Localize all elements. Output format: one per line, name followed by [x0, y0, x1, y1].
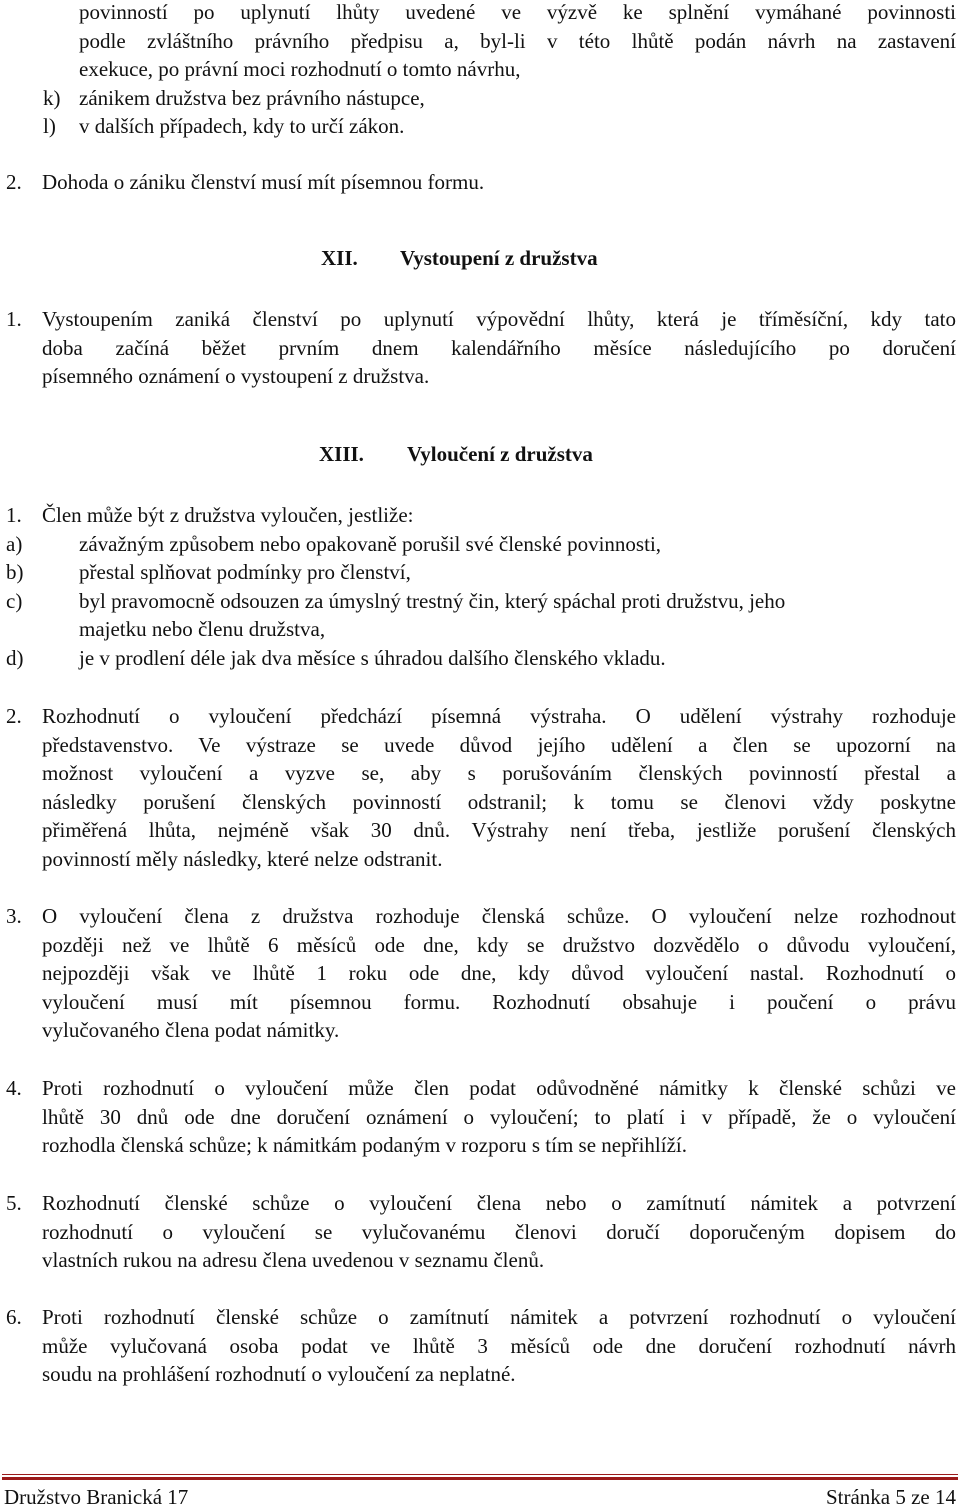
paragraph-text: soudu na prohlášení rozhodnutí o vyloučení za neplatné.: [42, 1362, 516, 1387]
paragraph-text: rozhodnutí o vyloučení se vylučovanému členovi doručí doporučeným dopisem do: [42, 1219, 956, 1244]
text-line-content: podle zvláštního právního předpisu a, byl-li v této lhůtě podán návrh na zastavení: [79, 28, 956, 53]
paragraph-line: [6, 1360, 956, 1389]
footer-rule: [2, 1474, 958, 1475]
paragraph-number: 2.: [6, 170, 22, 194]
paragraph-line: [6, 1016, 956, 1045]
paragraph-number: 5.: [6, 1191, 22, 1215]
paragraph-number: 1.: [6, 307, 22, 331]
paragraph-line: [6, 816, 956, 845]
list-item-letter: k): [43, 85, 61, 110]
paragraph-line: [6, 988, 956, 1017]
paragraph-line: [6, 305, 956, 334]
paragraph-text: vylučovaného člena podat námitky.: [42, 1018, 340, 1043]
intro-continuation: [6, 0, 956, 141]
list-item-text: majetku nebo členu družstva,: [79, 617, 326, 642]
list-item-letter: d): [6, 645, 24, 670]
paragraph-xii-1: [6, 305, 956, 391]
paragraph-xiii-6: [6, 1303, 956, 1389]
paragraph-line: [6, 759, 956, 788]
list-item-text: byl pravomocně odsouzen za úmyslný trestný čin, který spáchal proti družstvu, jeho: [79, 588, 786, 613]
list-item: [6, 558, 956, 587]
list-item-continuation: [6, 615, 956, 644]
paragraph-intro-2: [6, 168, 956, 197]
paragraph-line: [6, 1303, 956, 1332]
paragraph-line: [6, 931, 956, 960]
list-item-letter: c): [6, 588, 23, 613]
list-item-letter: l): [43, 114, 56, 139]
footer-organization: Družstvo Branická 17: [4, 1485, 189, 1509]
text-line-content: povinností po uplynutí lhůty uvedené ve výzvě ke splnění vymáhané povinnosti: [79, 0, 956, 24]
list-item: [6, 112, 956, 141]
paragraph-line: [6, 334, 956, 363]
footer-page-number: Stránka 5 ze 14: [825, 1485, 956, 1509]
paragraph-line: [6, 1246, 956, 1275]
paragraph-text: nejpozději však ve lhůtě 1 roku ode dne, kdy důvod vyloučení nastal. Rozhodnutí o: [42, 961, 956, 986]
paragraph-number: 6.: [6, 1305, 22, 1329]
paragraph-xiii-5: [6, 1189, 956, 1275]
paragraph-number: 4.: [6, 1076, 22, 1100]
paragraph-text: vyloučení musí mít písemnou formu. Rozhodnutí obsahuje i poučení o právu: [42, 989, 956, 1014]
list-item-letter: a): [6, 531, 23, 556]
list-item-text: je v prodlení déle jak dva měsíce s úhradou dalšího členského vkladu.: [79, 645, 666, 670]
paragraph-text: Vystoupením zaniká členství po uplynutí výpovědní lhůty, která je tříměsíční, kdy tato: [42, 307, 956, 331]
footer-rule-thick: [2, 1477, 958, 1480]
list-item-text: závažným způsobem nebo opakovaně porušil své členské povinnosti,: [79, 531, 662, 556]
paragraph-text: následky porušení členských povinností odstranil; k tomu se členovi vždy poskytne: [42, 789, 956, 814]
list-item: [6, 530, 956, 559]
paragraph-line: [6, 1074, 956, 1103]
text-line-content: exekuce, po právní moci rozhodnutí o tomto návrhu,: [79, 57, 521, 82]
paragraph-xiii-4: [6, 1074, 956, 1160]
paragraph-text: lhůtě 30 dnů ode dne doručení oznámení o vyloučení; to platí i v případě, že o vyloučení: [42, 1104, 956, 1129]
paragraph-number: 1.: [6, 503, 22, 527]
list-item-text: zánikem družstva bez právního nástupce,: [79, 85, 425, 110]
paragraph-line: [6, 731, 956, 760]
paragraph-number: 3.: [6, 904, 22, 928]
paragraph-text: rozhodla členská schůze; k námitkám podaným v rozporu s tím se nepřihlíží.: [42, 1133, 687, 1158]
paragraph-line: [6, 1218, 956, 1247]
paragraph-text: Rozhodnutí o vyloučení předchází písemná výstraha. O udělení výstrahy rozhoduje: [42, 704, 956, 728]
paragraph-line: [6, 959, 956, 988]
paragraph-text: povinností měly následky, které nelze odstranit.: [42, 846, 443, 871]
paragraph-text: O vyloučení člena z družstva rozhoduje členská schůze. O vyloučení nelze rozhodnout: [42, 904, 956, 928]
section-title: Vyloučení z družstva: [407, 442, 593, 466]
paragraph-line: [6, 788, 956, 817]
paragraph-xiii-2: [6, 702, 956, 874]
paragraph-line: [6, 1103, 956, 1132]
list-item: [6, 644, 956, 673]
paragraph-text: Proti rozhodnutí členské schůze o zamítnutí námitek a potvrzení rozhodnutí o vyloučení: [42, 1305, 956, 1329]
paragraph-text: Proti rozhodnutí o vyloučení může člen podat odůvodněné námitky k členské schůzi ve: [42, 1076, 956, 1100]
paragraph-text: přiměřená lhůta, nejméně však 30 dnů. Výstrahy není třeba, jestliže porušení členských: [42, 818, 956, 843]
text-line: [6, 27, 956, 56]
paragraph-text: později než ve lhůtě 6 měsíců ode dne, kdy se družstvo dozvědělo o důvodu vyloučení,: [42, 932, 956, 957]
paragraph-text: Dohoda o zániku členství musí mít písemnou formu.: [42, 170, 485, 194]
paragraph-line: [6, 1131, 956, 1160]
paragraph-text: vlastních rukou na adresu člena uvedenou v seznamu členů.: [42, 1248, 545, 1273]
paragraph-xiii-1: [6, 501, 956, 673]
paragraph-text: Člen může být z družstva vyloučen, jestliže:: [42, 503, 414, 527]
paragraph-text: možnost vyloučení a vyzve se, aby s porušováním členských povinností přestal a: [42, 761, 956, 786]
paragraph-number: 2.: [6, 704, 22, 728]
section-title: Vystoupení z družstva: [400, 246, 598, 270]
list-item-letter: b): [6, 560, 24, 585]
paragraph-line: [6, 1332, 956, 1361]
paragraph-text: představenstvo. Ve výstraze se uvede důvod jejího udělení a člen se upozorní na: [42, 732, 956, 757]
section-number: XII.: [321, 246, 358, 270]
paragraph-xiii-3: [6, 902, 956, 1045]
paragraph-line: [6, 168, 956, 197]
text-line: [6, 55, 956, 84]
list-item-text: přestal splňovat podmínky pro členství,: [79, 560, 411, 585]
paragraph-text: může vylučovaná osoba podat ve lhůtě 3 měsíců ode dne doručení rozhodnutí návrh: [42, 1333, 956, 1358]
paragraph-line: [6, 902, 956, 931]
paragraph-line: [6, 702, 956, 731]
paragraph-line: [6, 501, 956, 530]
text-line: [6, 0, 956, 27]
list-item: [6, 84, 956, 113]
list-item: [6, 587, 956, 616]
paragraph-line: [6, 845, 956, 874]
paragraph-text: písemného oznámení o vystoupení z družstva.: [42, 364, 430, 389]
paragraph-line: [6, 1189, 956, 1218]
paragraph-line: [6, 362, 956, 391]
paragraph-text: Rozhodnutí členské schůze o vyloučení člena nebo o zamítnutí námitek a potvrzení: [42, 1191, 956, 1215]
paragraph-text: doba začíná běžet prvním dnem kalendářního měsíce následujícího po doručení: [42, 335, 956, 360]
section-number: XIII.: [319, 442, 364, 466]
list-item-text: v dalších případech, kdy to určí zákon.: [79, 114, 405, 139]
